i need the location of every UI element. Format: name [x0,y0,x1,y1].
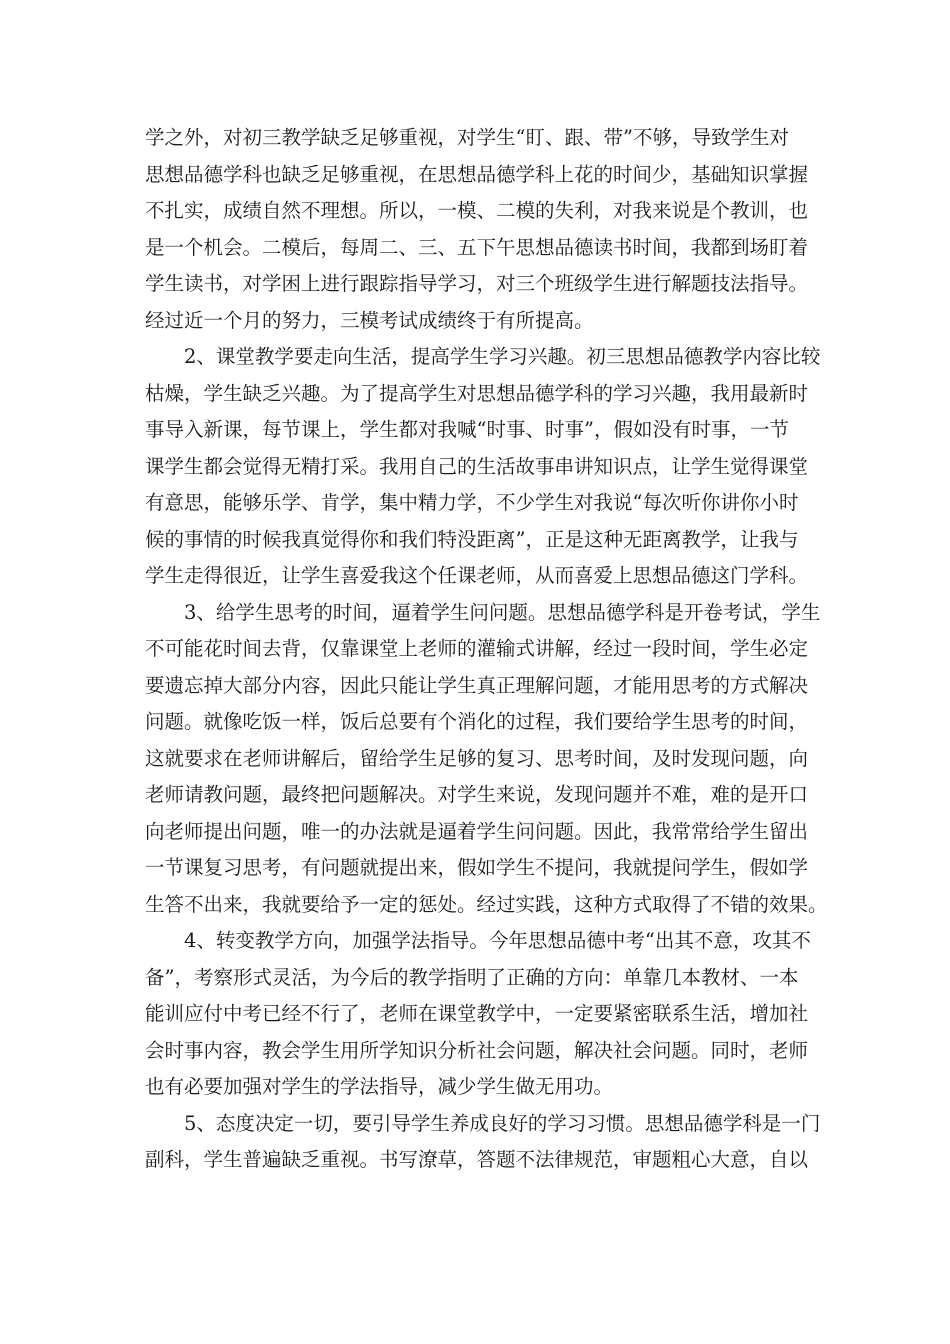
text-line: 候的事情的时候我真觉得你和我们特没距离”，正是这种无距离教学，让我与 [145,527,799,551]
paragraph-first-line: 4、转变教学方向，加强学法指导。今年思想品德中考“出其不意，攻其不 [184,929,811,952]
text-line: 要遗忘掉大部分内容，因此只能让学生真正理解问题，才能用思考的方式解决 [145,673,809,697]
text-line: 备”，考察形式灵活，为今后的教学指明了正确的方向：单靠几本教材、一本 [145,965,799,989]
text-line: 学之外，对初三教学缺乏足够重视，对学生“盯、跟、带”不够，导致学生对 [145,126,789,149]
text-line: 枯燥，学生缺乏兴趣。为了提高学生对思想品德学科的学习兴趣，我用最新时 [145,381,809,405]
text-line: 是一个机会。二模后，每周二、三、五下午思想品德读书时间，我都到场盯着 [145,235,809,259]
text-line: 能训应付中考已经不行了，老师在课堂教学中，一定要紧密联系生活，增加社 [145,1002,809,1025]
text-line: 不扎实，成绩自然不理想。所以，一模、二模的失利，对我来说是个教训，也 [145,199,809,222]
text-line: 经过近一个月的努力，三模考试成绩终于有所提高。 [145,308,594,332]
document-body [145,120,828,1179]
text-line: 问题。就像吃饭一样，饭后总要有个消化的过程，我们要给学生思考的时间， [145,710,809,733]
text-line: 会时事内容，教会学生用所学知识分析社会问题，解决社会问题。同时，老师 [145,1038,809,1062]
text-line: 向老师提出问题，唯一的办法就是逼着学生问问题。因此，我常常给学生留出 [145,819,809,843]
text-line: 课学生都会觉得无精打采。我用自己的生活故事串讲知识点，让学生觉得课堂 [145,454,809,478]
paragraph-first-line: 5、态度决定一切，要引导学生养成良好的学习习惯。思想品德学科是一门 [184,1111,821,1135]
text-line: 不可能花时间去背，仅靠课堂上老师的灌输式讲解，经过一段时间，学生必定 [145,637,809,660]
text-line: 思想品德学科也缺乏足够重视，在思想品德学科上花的时间少，基础知识掌握 [145,162,809,186]
text-line: 这就要求在老师讲解后，留给学生足够的复习、思考时间，及时发现问题，向 [145,746,809,770]
text-line: 学生读书，对学困上进行跟踪指导学习，对三个班级学生进行解题技法指导。 [145,272,809,295]
paragraph-first-line: 3、给学生思考的时间，逼着学生问问题。思想品德学科是开卷考试，学生 [184,600,821,624]
text-line: 生答不出来，我就要给予一定的惩处。经过实践，这种方式取得了不错的效果。 [145,892,828,916]
paragraph-first-line: 2、课堂教学要走向生活，提高学生学习兴趣。初三思想品德教学内容比较 [184,345,821,368]
text-line: 副科，学生普遍缺乏重视。书写潦草，答题不法律规范，审题粗心大意，自以 [145,1148,809,1171]
text-line: 老师请教问题，最终把问题解决。对学生来说，发现问题并不难，难的是开口 [145,783,809,806]
text-line: 有意思，能够乐学、肯学，集中精力学，不少学生对我说“每次听你讲你小时 [145,491,799,514]
text-line: 一节课复习思考，有问题就提出来，假如学生不提问，我就提问学生，假如学 [145,856,809,879]
text-line: 学生走得很近，让学生喜爱我这个任课老师，从而喜爱上思想品德这门学科。 [145,564,809,587]
text-line: 也有必要加强对学生的学法指导，减少学生做无用功。 [145,1075,614,1098]
text-line: 事导入新课，每节课上，学生都对我喊“时事、时事”，假如没有时事，一节 [145,418,789,441]
